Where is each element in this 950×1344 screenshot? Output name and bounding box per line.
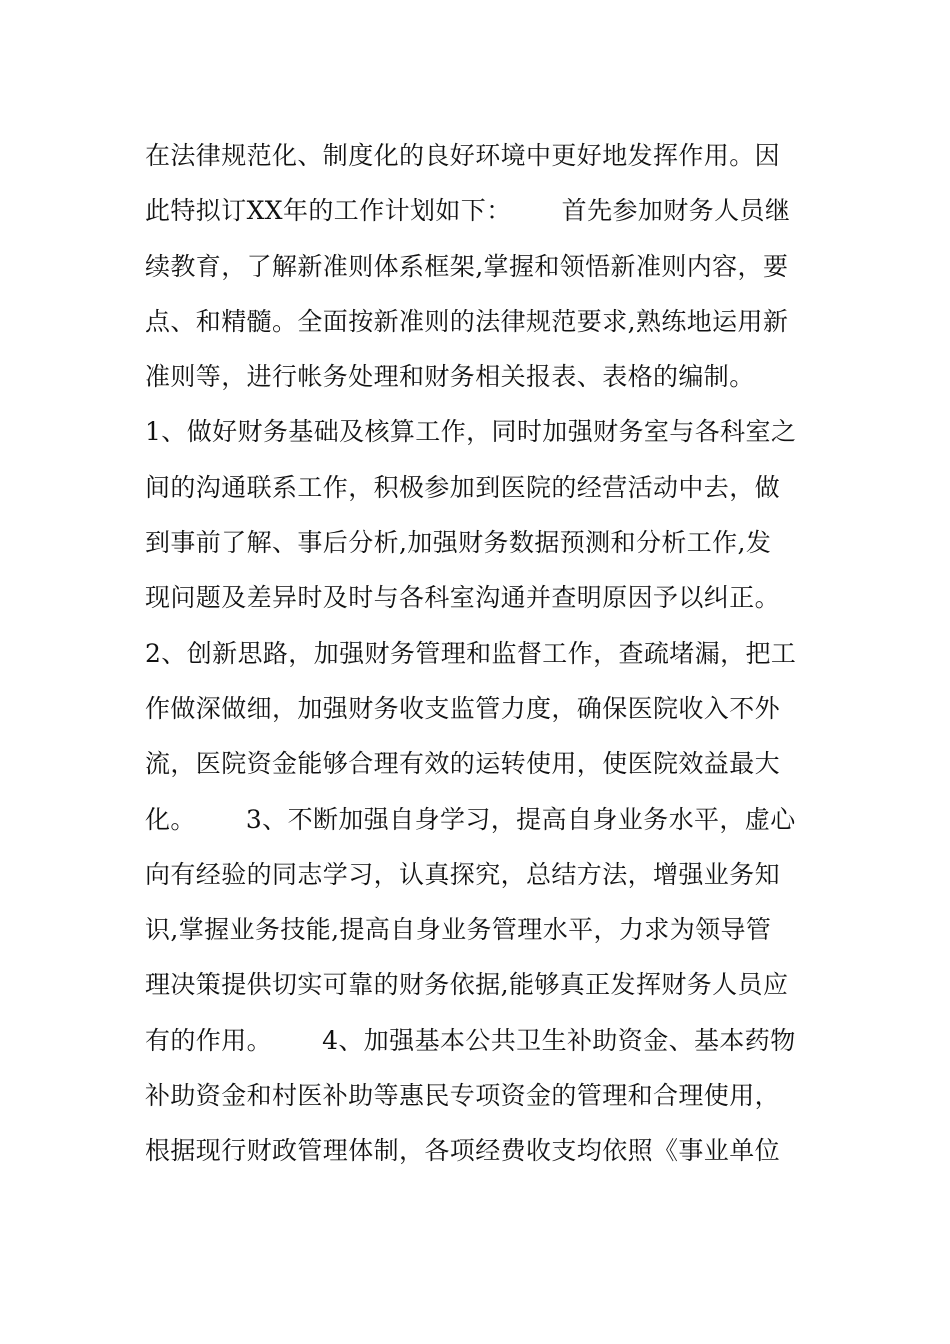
- text-line: 流，医院资金能够合理有效的运转使用，使医院效益最大: [145, 749, 781, 779]
- text-line: 准则等，进行帐务处理和财务相关报表、表格的编制。: [145, 362, 755, 392]
- text-line: 向有经验的同志学习，认真探究，总结方法，增强业务知: [145, 859, 781, 889]
- text-line: 作做深做细，加强财务收支监管力度，确保医院收入不外: [145, 693, 781, 723]
- text-line: 识,掌握业务技能,提高自身业务管理水平，力求为领导管: [145, 915, 772, 945]
- text-line: 现问题及差异时及时与各科室沟通并查明原因予以纠正。: [145, 583, 781, 613]
- text-line: 根据现行财政管理体制，各项经费收支均依照《事业单位: [145, 1136, 781, 1166]
- text-line: 间的沟通联系工作，积极参加到医院的经营活动中去，做: [145, 472, 781, 502]
- text-line: 补助资金和村医补助等惠民专项资金的管理和合理使用，: [145, 1081, 781, 1111]
- text-line: 2、创新思路，加强财务管理和监督工作，查疏堵漏，把工: [145, 638, 797, 668]
- text-line: 有的作用。 4、加强基本公共卫生补助资金、基本药物: [145, 1025, 796, 1055]
- text-line: 在法律规范化、制度化的良好环境中更好地发挥作用。因: [145, 141, 781, 170]
- text-line: 化。 3、不断加强自身学习，提高自身业务水平，虚心: [145, 804, 796, 834]
- body-text: [145, 128, 810, 1179]
- text-line: 到事前了解、事后分析,加强财务数据预测和分析工作,发: [145, 528, 772, 558]
- text-line: 点、和精髓。全面按新准则的法律规范要求,熟练地运用新: [145, 306, 789, 336]
- text-line: 此特拟订XX年的工作计划如下： 首先参加财务人员继: [145, 196, 791, 226]
- text-line: 续教育，了解新准则体系框架,掌握和领悟新准则内容，要: [145, 251, 789, 281]
- text-line: 理决策提供切实可靠的财务依据,能够真正发挥财务人员应: [145, 970, 789, 1000]
- text-line: 1、做好财务基础及核算工作，同时加强财务室与各科室之: [145, 417, 797, 447]
